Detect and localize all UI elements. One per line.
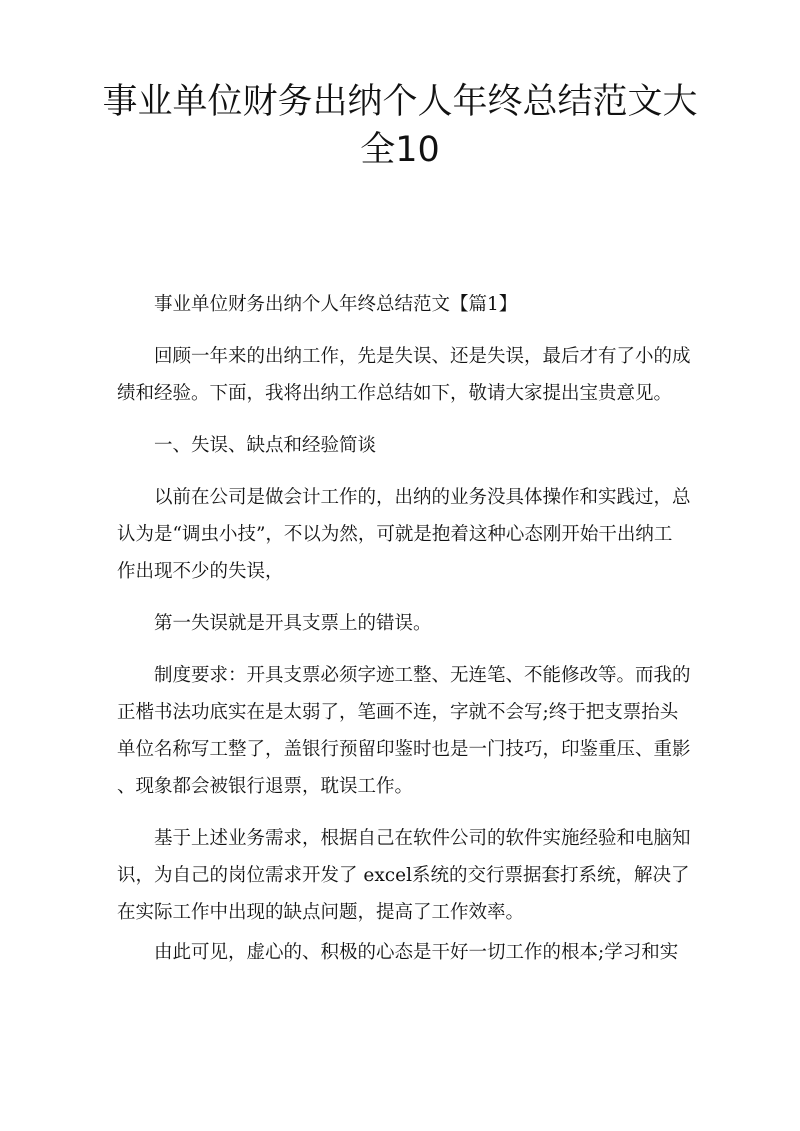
- paragraph-line: 制度要求：开具支票必须字迹工整、无连笔、不能修改等。而我的: [154, 665, 691, 686]
- paragraph: [117, 479, 691, 590]
- paragraph-line: 绩和经验。下面，我将出纳工作总结如下，敬请大家提出宝贵意见。: [117, 383, 673, 404]
- paragraph-line: 作出现不少的失误，: [117, 561, 284, 582]
- document-title: [60, 78, 740, 174]
- paragraph: [117, 820, 691, 931]
- paragraph-line: 在实际工作中出现的缺点问题，提高了工作效率。: [117, 902, 525, 923]
- paragraph-line: 识，为自己的岗位需求开发了 excel系统的交行票据套打系统，解决了: [117, 865, 690, 886]
- document-body: [117, 286, 691, 986]
- paragraph: [117, 605, 691, 642]
- paragraph-heading: [117, 427, 691, 464]
- paragraph-line: 事业单位财务出纳个人年终总结范文【篇1】: [154, 294, 518, 315]
- paragraph-line: 认为是“调虫小技”，不以为然，可就是抱着这种心态刚开始干出纳工: [117, 524, 673, 545]
- paragraph: [117, 338, 691, 412]
- title-line-1: 事业单位财务出纳个人年终总结范文大: [102, 82, 698, 122]
- paragraph-line: 以前在公司是做会计工作的，出纳的业务没具体操作和实践过，总: [154, 487, 691, 508]
- paragraph-line: 由此可见，虚心的、积极的心态是干好一切工作的根本;学习和实: [154, 942, 679, 963]
- paragraph-section-heading: [117, 286, 691, 323]
- paragraph-line: 第一失误就是开具支票上的错误。: [154, 613, 432, 634]
- paragraph-line: 正楷书法功底实在是太弱了，笔画不连，字就不会写;终于把支票抬头: [117, 702, 679, 723]
- paragraph-line: 、现象都会被银行退票，耽误工作。: [117, 776, 414, 797]
- paragraph-line: 单位名称写工整了，盖银行预留印鉴时也是一门技巧，印鉴重压、重影: [117, 739, 691, 760]
- paragraph-line: 一、失误、缺点和经验简谈: [154, 435, 377, 456]
- paragraph-line: 基于上述业务需求，根据自己在软件公司的软件实施经验和电脑知: [154, 828, 691, 849]
- paragraph: [117, 934, 691, 971]
- paragraph: [117, 657, 691, 805]
- title-line-2: 全10: [360, 130, 440, 170]
- paragraph-line: 回顾一年来的出纳工作，先是失误、还是失误，最后才有了小的成: [154, 346, 691, 367]
